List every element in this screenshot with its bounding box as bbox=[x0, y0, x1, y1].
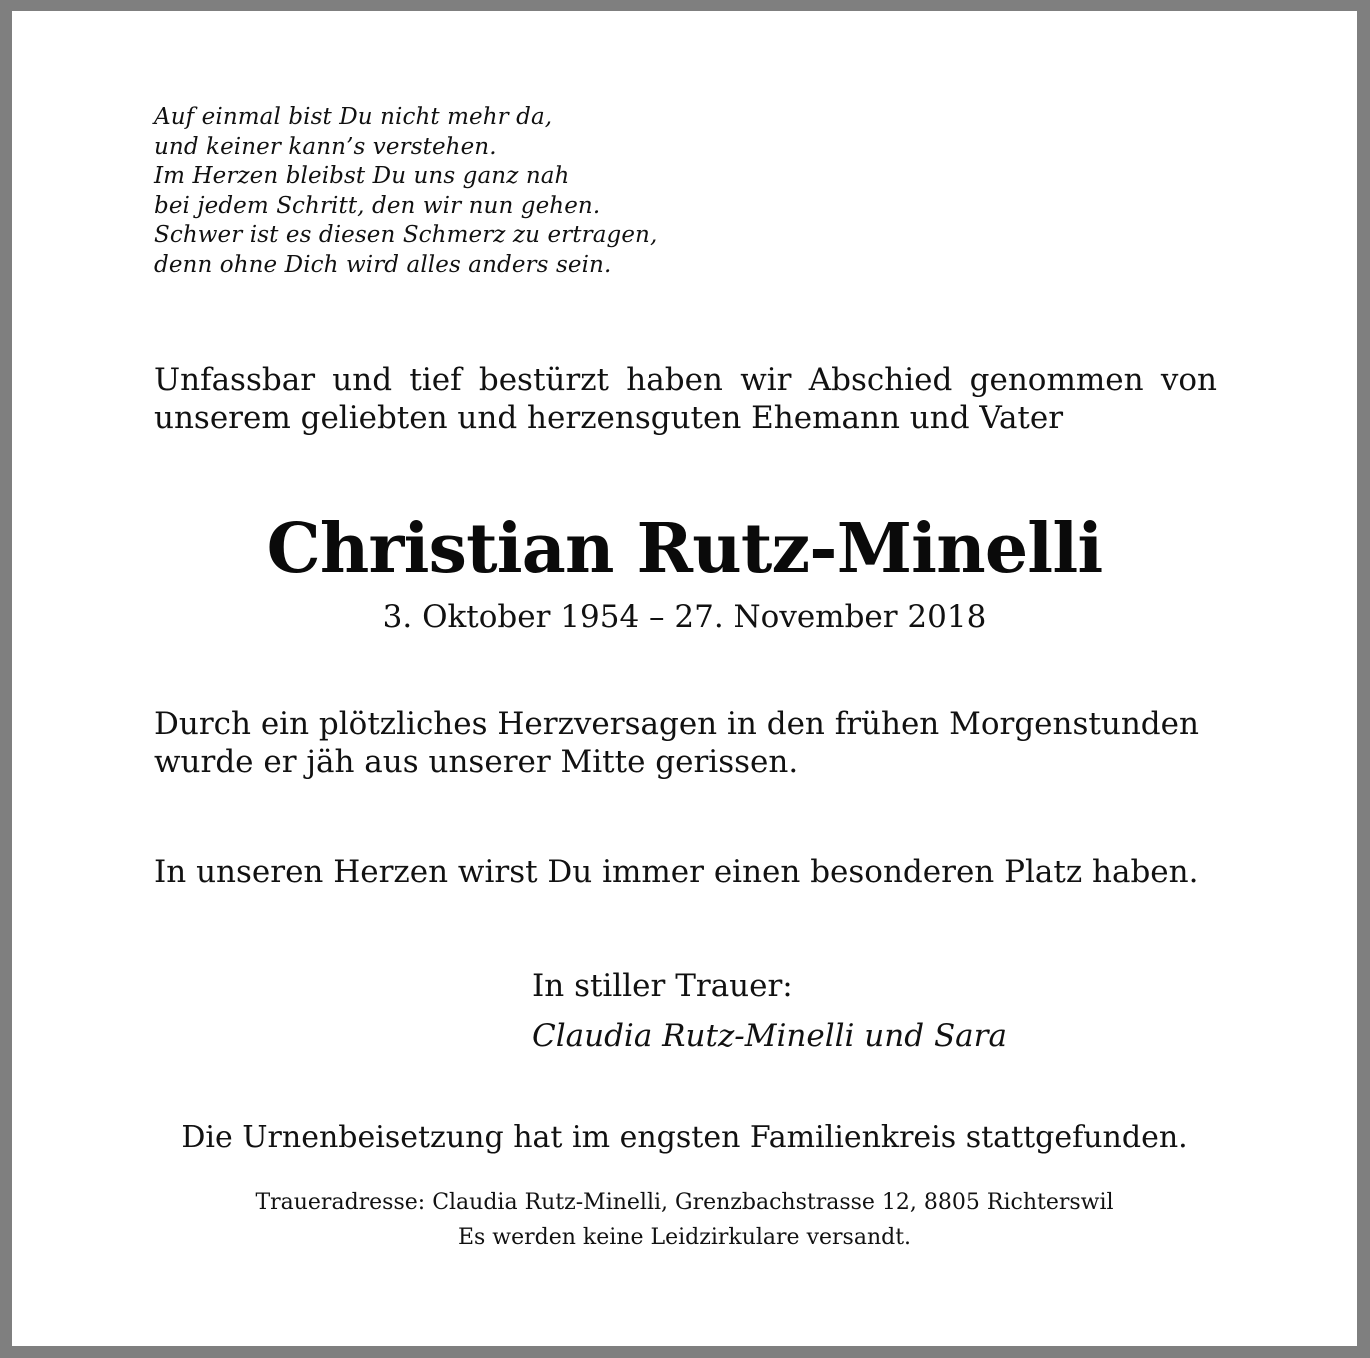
mourners-block bbox=[532, 961, 1007, 1061]
footer bbox=[12, 1185, 1357, 1255]
mourners-label: In stiller Trauer: bbox=[532, 968, 793, 1004]
paragraph-line: wurde er jäh aus unserer Mitte gerissen. bbox=[154, 744, 799, 780]
mourners-names: Claudia Rutz-Minelli und Sara bbox=[532, 1018, 1007, 1054]
poem-line: Schwer ist es diesen Schmerz zu ertragen, bbox=[154, 222, 658, 248]
intro-line: unserem geliebten und herzensguten Ehemann und Vater bbox=[154, 400, 1064, 436]
paragraph-line: In unseren Herzen wirst Du immer einen besonderen Platz haben. bbox=[154, 854, 1199, 890]
poem-line: und keiner kann’s verstehen. bbox=[154, 133, 497, 160]
remembrance-paragraph bbox=[154, 853, 1217, 891]
poem-line: Auf einmal bist Du nicht mehr da, bbox=[154, 104, 553, 130]
poem-line: Im Herzen bleibst Du uns ganz nah bbox=[154, 163, 570, 189]
paragraph-line: Durch ein plötzliches Herzversagen in den frühen Morgenstunden bbox=[154, 706, 1199, 742]
life-dates: 3. Oktober 1954 – 27. November 2018 bbox=[382, 599, 987, 635]
poem-line: denn ohne Dich wird alles anders sein. bbox=[154, 251, 612, 278]
intro-line: Unfassbar und tief bestürzt haben wir Abschied genommen von bbox=[154, 362, 1217, 398]
cause-paragraph bbox=[154, 705, 1217, 781]
circular-note: Es werden keine Leidzirkulare versandt. bbox=[457, 1225, 912, 1250]
intro-text bbox=[154, 361, 1217, 437]
poem-line: bei jedem Schritt, den wir nun gehen. bbox=[154, 192, 601, 219]
deceased-name: Christian Rutz-Minelli bbox=[266, 509, 1103, 589]
poem bbox=[154, 103, 657, 280]
obituary-page bbox=[12, 11, 1357, 1346]
burial-notice: Die Urnenbeisetzung hat im engsten Familienkreis stattgefunden. bbox=[181, 1120, 1188, 1155]
mourning-address: Traueradresse: Claudia Rutz-Minelli, Grenzbachstrasse 12, 8805 Richterswil bbox=[255, 1190, 1114, 1215]
